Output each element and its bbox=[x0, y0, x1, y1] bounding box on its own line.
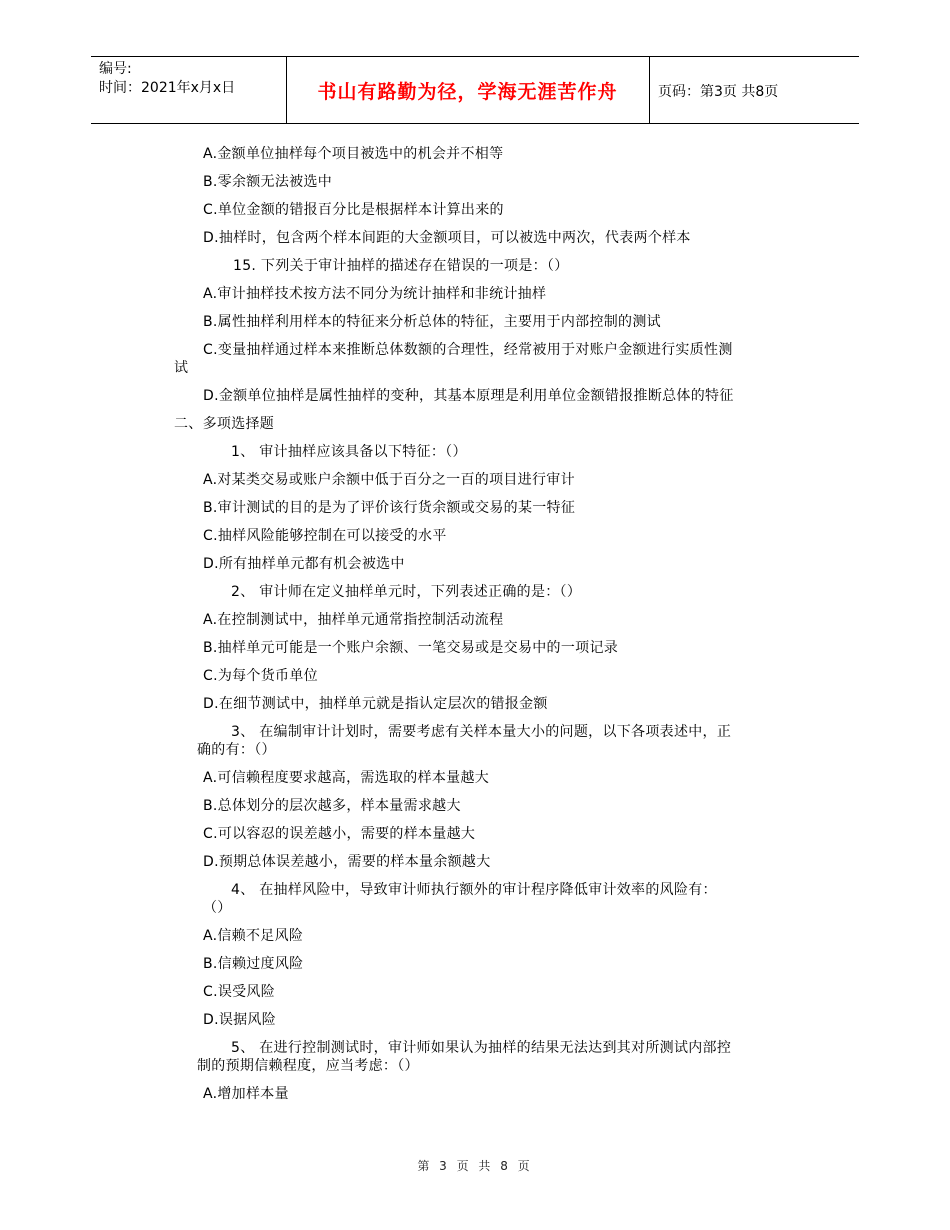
page-header bbox=[91, 56, 859, 124]
code-label: 编号: bbox=[99, 61, 132, 77]
option-line: B.抽样单元可能是一个账户余额、一笔交易或是交易中的一项记录 bbox=[203, 640, 619, 656]
option-line: A.金额单位抽样每个项目被选中的机会并不相等 bbox=[203, 146, 504, 162]
option-line: D.在细节测试中，抽样单元就是指认定层次的错报金额 bbox=[203, 696, 548, 712]
question-line-continued: 确的有：（） bbox=[197, 742, 276, 758]
option-line: D.预期总体误差越小，需要的样本量余额越大 bbox=[203, 854, 491, 870]
option-line: C.变量抽样通过样本来推断总体数额的合理性，经常被用于对账户金额进行实质性测 bbox=[203, 342, 733, 358]
option-line: B.属性抽样利用样本的特征来分析总体的特征，主要用于内部控制的测试 bbox=[203, 314, 661, 330]
option-line: D.误据风险 bbox=[203, 1012, 277, 1028]
question-line: 5、 在进行控制测试时，审计师如果认为抽样的结果无法达到其对所测试内部控 bbox=[231, 1040, 732, 1056]
option-line: B.总体划分的层次越多，样本量需求越大 bbox=[203, 798, 461, 814]
option-line: A.增加样本量 bbox=[203, 1086, 289, 1102]
option-line: C.误受风险 bbox=[203, 984, 276, 1000]
page-footer: 第 3 页 共 8 页 bbox=[417, 1159, 533, 1173]
option-line: D.所有抽样单元都有机会被选中 bbox=[203, 556, 405, 572]
option-line: C.可以容忍的误差越小，需要的样本量越大 bbox=[203, 826, 476, 842]
option-line: A.对某类交易或账户余额中低于百分之一百的项目进行审计 bbox=[203, 472, 575, 488]
header-divider-right bbox=[649, 57, 650, 123]
header-motto: 书山有路勤为径，学海无涯苦作舟 bbox=[317, 80, 618, 103]
question-line: 3、 在编制审计计划时，需要考虑有关样本量大小的问题，以下各项表述中，正 bbox=[231, 724, 732, 740]
question-line-continued: （） bbox=[203, 900, 232, 916]
option-line: A.审计抽样技术按方法不同分为统计抽样和非统计抽样 bbox=[203, 286, 547, 302]
option-line: C.单位金额的错报百分比是根据样本计算出来的 bbox=[203, 202, 504, 218]
option-line: B.信赖过度风险 bbox=[203, 956, 304, 972]
question-line: 2、 审计师在定义抽样单元时，下列表述正确的是：（） bbox=[231, 584, 582, 600]
option-line: B.零余额无法被选中 bbox=[203, 174, 333, 190]
question-line: 4、 在抽样风险中，导致审计师执行额外的审计程序降低审计效率的风险有： bbox=[231, 882, 717, 898]
option-line: C.为每个货币单位 bbox=[203, 668, 318, 684]
header-page-info: 页码：第3页 共8页 bbox=[658, 84, 779, 100]
question-line: 1、 审计抽样应该具备以下特征：（） bbox=[231, 444, 467, 460]
option-line-continued: 试 bbox=[174, 360, 189, 376]
option-line: A.信赖不足风险 bbox=[203, 928, 304, 944]
option-line: C.抽样风险能够控制在可以接受的水平 bbox=[203, 528, 447, 544]
option-line: B.审计测试的目的是为了评价该行货余额或交易的某一特征 bbox=[203, 500, 576, 516]
question-line: 15. 下列关于审计抽样的描述存在错误的一项是：（） bbox=[233, 258, 569, 274]
question-line-continued: 制的预期信赖程度，应当考虑：（） bbox=[197, 1058, 419, 1074]
time-label: 时间：2021年x月x日 bbox=[99, 80, 236, 96]
option-line: A.可信赖程度要求越高，需选取的样本量越大 bbox=[203, 770, 490, 786]
option-line: A.在控制测试中，抽样单元通常指控制活动流程 bbox=[203, 612, 504, 628]
section-heading: 二、多项选择题 bbox=[174, 416, 275, 432]
option-line: D.抽样时，包含两个样本间距的大金额项目，可以被选中两次，代表两个样本 bbox=[203, 230, 691, 246]
header-meta bbox=[99, 60, 235, 98]
option-line: D.金额单位抽样是属性抽样的变种，其基本原理是利用单位金额错报推断总体的特征 bbox=[203, 388, 734, 404]
